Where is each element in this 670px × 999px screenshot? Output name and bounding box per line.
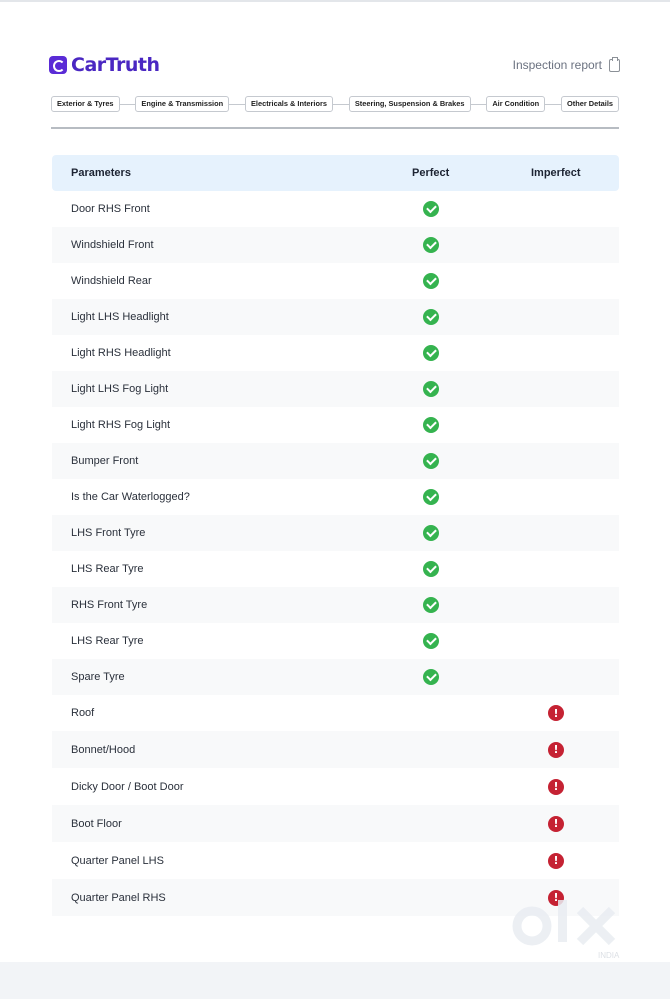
brand-logo-icon: [49, 56, 67, 74]
parameter-label: Dicky Door / Boot Door: [71, 780, 184, 793]
parameter-label: Is the Car Waterlogged?: [71, 491, 190, 503]
check-circle-icon: [423, 345, 439, 361]
report-title: [513, 58, 620, 72]
parameter-label: Door RHS Front: [71, 203, 150, 215]
tab-connector: [333, 104, 349, 105]
table-row: [52, 659, 619, 695]
check-circle-icon: [423, 633, 439, 649]
table-row: [52, 407, 619, 443]
table-row: [52, 371, 619, 407]
section-tabs: [51, 96, 619, 112]
parameter-label: RHS Front Tyre: [71, 599, 148, 611]
table-row: [52, 805, 619, 842]
inspection-table: [52, 155, 619, 916]
table-row: [52, 695, 619, 731]
table-row: [52, 227, 619, 263]
check-circle-icon: [423, 669, 439, 685]
report-title-text: Inspection report: [512, 58, 602, 72]
alert-circle-icon: [548, 779, 564, 795]
section-tab[interactable]: Engine & Transmission: [135, 96, 229, 112]
section-tab[interactable]: Other Details: [561, 96, 619, 112]
report-header: [49, 52, 620, 80]
check-circle-icon: [423, 381, 439, 397]
section-tab[interactable]: Air Condition: [486, 96, 545, 112]
table-row: [52, 191, 619, 227]
table-row: [52, 515, 619, 551]
table-row: [52, 335, 619, 371]
tab-connector: [471, 104, 487, 105]
brand-logo: [49, 54, 160, 76]
header-divider: [51, 127, 619, 129]
parameter-label: Quarter Panel RHS: [71, 891, 166, 904]
clipboard-icon: [609, 59, 620, 72]
table-row: [52, 842, 619, 879]
table-row: [52, 623, 619, 659]
table-row: [52, 587, 619, 623]
parameter-label: Light RHS Headlight: [71, 347, 171, 359]
table-row: [52, 299, 619, 335]
tab-connector: [120, 104, 136, 105]
column-parameters: Parameters: [71, 167, 131, 179]
parameter-label: Boot Floor: [71, 817, 122, 830]
parameter-label: Roof: [71, 707, 95, 719]
parameter-label: Light RHS Fog Light: [71, 419, 171, 431]
check-circle-icon: [423, 561, 439, 577]
parameter-label: Spare Tyre: [71, 671, 125, 683]
section-tab[interactable]: Steering, Suspension & Brakes: [349, 96, 471, 112]
column-perfect: Perfect: [412, 167, 450, 179]
table-row: [52, 551, 619, 587]
table-row: [52, 731, 619, 768]
check-circle-icon: [423, 597, 439, 613]
brand-name: CarTruth: [71, 54, 160, 76]
table-row: [52, 263, 619, 299]
parameter-label: Light LHS Fog Light: [71, 383, 169, 395]
olx-watermark-sub: INDIA: [598, 951, 620, 960]
check-circle-icon: [423, 201, 439, 217]
table-row: [52, 479, 619, 515]
table-body: [52, 191, 619, 916]
check-circle-icon: [423, 273, 439, 289]
olx-watermark: [512, 898, 636, 960]
alert-circle-icon: [548, 742, 564, 758]
check-circle-icon: [423, 237, 439, 253]
parameter-label: Windshield Rear: [71, 275, 152, 287]
tab-connector: [545, 104, 561, 105]
parameter-label: Light LHS Headlight: [71, 311, 169, 323]
table-row: [52, 443, 619, 479]
check-circle-icon: [423, 453, 439, 469]
section-tab[interactable]: Exterior & Tyres: [51, 96, 120, 112]
check-circle-icon: [423, 489, 439, 505]
alert-circle-icon: [548, 705, 564, 721]
section-tab[interactable]: Electricals & Interiors: [245, 96, 333, 112]
table-header: [52, 155, 619, 191]
parameter-label: Windshield Front: [71, 239, 154, 251]
check-circle-icon: [423, 309, 439, 325]
parameter-label: LHS Front Tyre: [71, 527, 146, 539]
tab-connector: [229, 104, 245, 105]
parameter-label: Quarter Panel LHS: [71, 854, 164, 867]
alert-circle-icon: [548, 853, 564, 869]
parameter-label: Bumper Front: [71, 455, 139, 467]
parameter-label: LHS Rear Tyre: [71, 635, 144, 647]
check-circle-icon: [423, 417, 439, 433]
parameter-label: Bonnet/Hood: [71, 743, 136, 756]
check-circle-icon: [423, 525, 439, 541]
table-row: [52, 768, 619, 805]
column-imperfect: Imperfect: [531, 167, 581, 179]
parameter-label: LHS Rear Tyre: [71, 563, 144, 575]
alert-circle-icon: [548, 816, 564, 832]
